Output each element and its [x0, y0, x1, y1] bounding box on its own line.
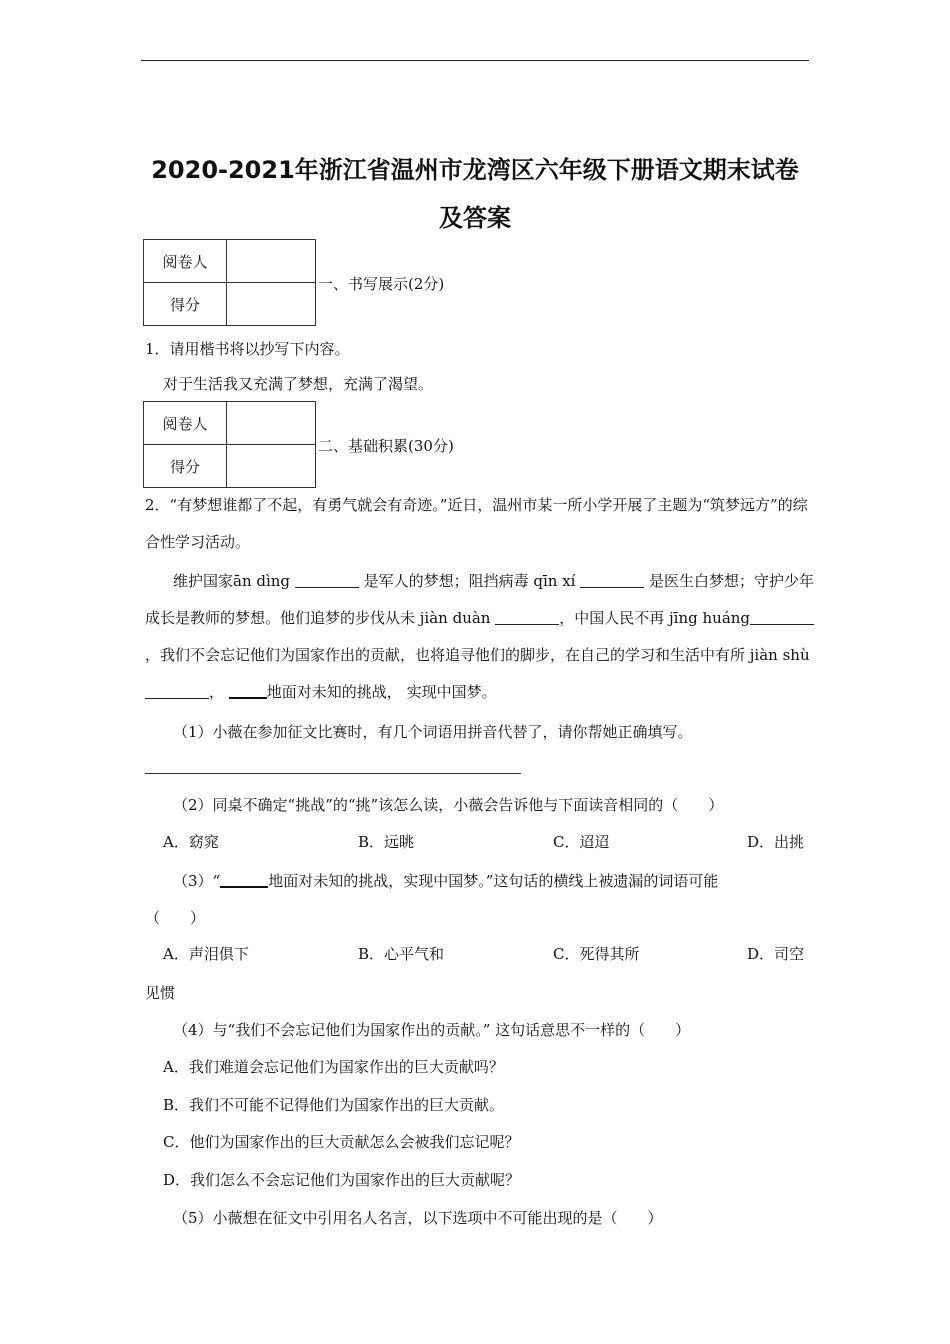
- option-c[interactable]: C．他们为国家作出的巨大贡献怎么会被我们忘记呢？: [163, 1133, 520, 1151]
- option-d[interactable]: D．出挑: [747, 833, 805, 851]
- reviewer-cell[interactable]: [227, 240, 316, 283]
- sub-question-3-paren: （ ）: [145, 909, 206, 927]
- option-b[interactable]: B．我们不可能不记得他们为国家作出的巨大贡献。: [163, 1096, 505, 1114]
- blank-qin-xi[interactable]: [580, 572, 644, 588]
- option-d-wrap: 见惯: [145, 984, 176, 1002]
- question-1-prompt: 1．请用楷书将以抄写下内容。: [145, 340, 350, 358]
- score-label: 得分: [144, 445, 227, 488]
- sub-question-3-start: （3）“: [173, 872, 221, 890]
- score-cell[interactable]: [227, 283, 316, 326]
- reviewer-label: 阅卷人: [144, 240, 227, 283]
- reviewer-label: 阅卷人: [144, 402, 227, 445]
- page-title: 2020-2021年浙江省温州市龙湾区六年级下册语文期末试卷: [151, 156, 799, 184]
- blank-an-ding[interactable]: [295, 572, 359, 588]
- score-table-1: [143, 239, 316, 326]
- passage-part-c: 是医生白梦想；守护少年成长是教师的梦想。他们追梦的步伐从未 jiàn duàn: [145, 572, 815, 627]
- passage-part-b: 是军人的梦想；阻挡病毒 qīn xí: [363, 572, 576, 590]
- option-a[interactable]: A．声泪俱下: [163, 945, 249, 963]
- sub-question-3-rest: 地面对未知的挑战，实现中国梦。”这句话的横线上被遗漏的词语可能: [268, 872, 719, 890]
- blank-jing-huang[interactable]: [750, 609, 814, 625]
- option-a[interactable]: A．窈窕: [163, 833, 219, 851]
- blank-jian-duan[interactable]: [495, 609, 559, 625]
- blank-missing-word[interactable]: [229, 682, 267, 699]
- option-d[interactable]: D．我们怎么不会忘记他们为国家作出的巨大贡献呢？: [163, 1171, 521, 1189]
- sub-question-5: （5）小薇想在征文中引用名人名言，以下选项中不可能出现的是（ ）: [173, 1209, 663, 1227]
- blank-jian-shu[interactable]: [145, 683, 209, 699]
- sub-question-3: [173, 869, 810, 893]
- sub-question-4: （4）与“我们不会忘记他们为国家作出的贡献。” 这句话意思不一样的（ ）: [173, 1021, 691, 1039]
- passage-part-a: 维护国家ān dìng: [173, 572, 291, 590]
- blank-missing-word[interactable]: [220, 871, 268, 888]
- question-2-intro: 2．“有梦想谁都了不起，有勇气就会有奇迹。”近日，温州市某一所小学开展了主题为“筑梦远方”的综合性学习活动。: [145, 496, 808, 551]
- passage-part-d: ，中国人民不再 jīng huáng: [559, 609, 751, 627]
- section-2-title: 二、基础积累(30分): [318, 437, 454, 455]
- option-b[interactable]: B．远眺: [358, 833, 415, 851]
- score-table-2: [143, 401, 316, 488]
- option-a[interactable]: A．我们难道会忘记他们为国家作出的巨大贡献吗？: [163, 1058, 504, 1076]
- option-c[interactable]: C．死得其所: [553, 945, 640, 963]
- option-c[interactable]: C．迢迢: [553, 833, 610, 851]
- header-rule: [141, 60, 809, 61]
- sub-question-2: （2）同桌不确定“挑战”的“挑”该怎么读，小薇会告诉他与下面读音相同的（ ）: [173, 796, 724, 814]
- passage-part-g: 地面对未知的挑战， 实现中国梦。: [266, 683, 497, 701]
- score-label: 得分: [144, 283, 227, 326]
- passage-part-e: ，我们不会忘记他们为国家作出的贡献，也将追寻他们的脚步，在自己的学习和生活中有所 jiàn shù: [145, 646, 810, 664]
- score-cell[interactable]: [227, 445, 316, 488]
- passage-part-f: ，: [209, 683, 225, 701]
- reviewer-cell[interactable]: [227, 402, 316, 445]
- question-1-text: 对于生活我又充满了梦想，充满了渴望。: [163, 375, 434, 393]
- section-1-title: 一、书写展示(2分): [318, 275, 445, 293]
- page-title-continued: 及答案: [439, 204, 511, 232]
- question-2-passage: [145, 563, 815, 711]
- option-b[interactable]: B．心平气和: [358, 945, 445, 963]
- option-d[interactable]: D．司空: [747, 945, 805, 963]
- answer-line[interactable]: [145, 773, 521, 774]
- sub-question-1: （1）小薇在参加征文比赛时，有几个词语用拼音代替了，请你帮她正确填写。: [173, 723, 693, 741]
